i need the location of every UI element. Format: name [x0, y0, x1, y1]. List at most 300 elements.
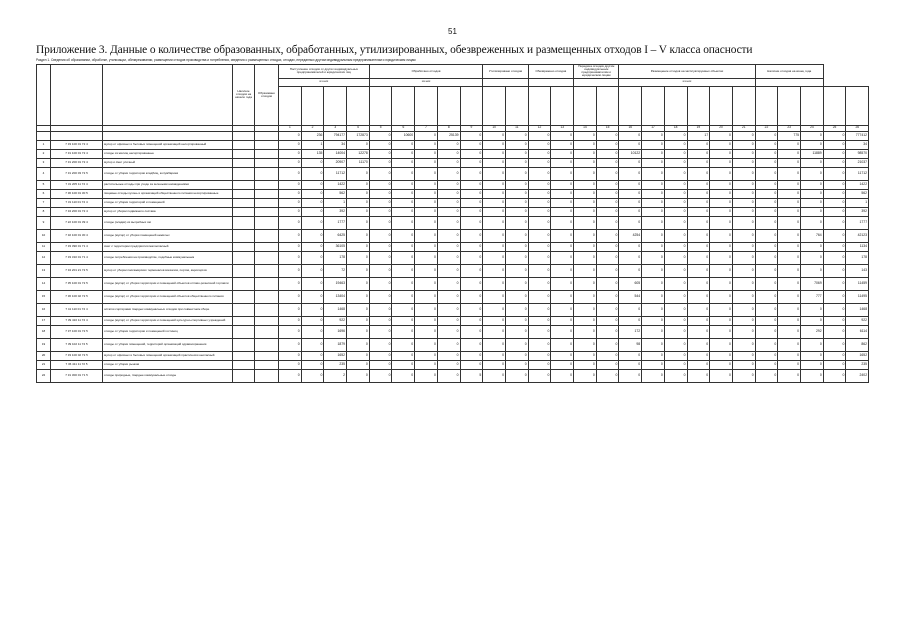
- value-cell: 0: [551, 140, 574, 149]
- value-cell: 0: [664, 369, 687, 382]
- value-cell: 0: [551, 180, 574, 189]
- value-cell: 0: [664, 277, 687, 290]
- value-cell: 0: [437, 290, 460, 303]
- waste-name: мусор от уборки пассажирских терминалов вокзалов, портов, аэропортов: [103, 264, 233, 277]
- value-cell: 0: [778, 290, 801, 303]
- value-cell: 0: [369, 167, 392, 180]
- value-cell: 0: [369, 198, 392, 207]
- value-cell: 0: [710, 369, 733, 382]
- value-cell: 0: [619, 316, 642, 325]
- value-cell: 0: [347, 251, 370, 264]
- value-cell: 0: [369, 180, 392, 189]
- value-cell: 11170: [347, 158, 370, 167]
- value-cell: 0: [755, 369, 778, 382]
- value-cell: 0: [415, 229, 438, 242]
- value-cell: 0: [392, 242, 415, 251]
- value-cell: 0: [505, 131, 528, 140]
- value-cell: 0: [642, 229, 665, 242]
- waste-name: отходы из жилищ несортированные: [103, 149, 233, 158]
- row-number: 2: [37, 149, 51, 158]
- column-number: 10: [483, 125, 506, 131]
- value-cell: 0: [710, 325, 733, 338]
- value-cell: 0: [437, 180, 460, 189]
- value-cell: 0: [687, 325, 710, 338]
- value-cell: 0: [619, 189, 642, 198]
- value-cell: 0: [437, 351, 460, 360]
- value-cell: 0: [528, 242, 551, 251]
- value-cell: 0: [347, 264, 370, 277]
- value-cell: 0: [301, 198, 324, 207]
- value-cell: 0: [392, 149, 415, 158]
- value-cell: 0: [710, 167, 733, 180]
- header-subcolumn: [846, 86, 869, 125]
- value-cell: 0: [392, 167, 415, 180]
- value-cell: 0: [619, 180, 642, 189]
- value-cell: 0: [778, 360, 801, 369]
- value-cell: 0: [279, 303, 302, 316]
- value-cell: 0: [800, 369, 823, 382]
- value-cell: 0: [415, 198, 438, 207]
- value-cell: 0: [619, 167, 642, 180]
- value-cell: 178: [324, 251, 347, 264]
- value-cell: 0: [778, 140, 801, 149]
- value-cell: 0: [800, 316, 823, 325]
- value-cell: 0: [755, 264, 778, 277]
- value-cell: 0: [732, 189, 755, 198]
- value-cell: 0: [437, 140, 460, 149]
- value-cell: 0: [778, 316, 801, 325]
- header-subcolumn: [778, 86, 801, 125]
- value-cell: 0: [823, 158, 846, 167]
- value-cell: 0: [596, 158, 619, 167]
- value-cell: 1: [301, 140, 324, 149]
- column-number: 7: [415, 125, 438, 131]
- value-cell: 0: [687, 277, 710, 290]
- value-cell: 0: [596, 303, 619, 316]
- column-number: 20: [710, 125, 733, 131]
- value-cell: 0: [732, 338, 755, 351]
- waste-name: растительные отходы при уходе за зелеными насаждениями: [103, 180, 233, 189]
- value-cell: 0: [347, 290, 370, 303]
- empty-cell: [233, 325, 255, 338]
- value-cell: 0: [551, 131, 574, 140]
- value-cell: 0: [642, 290, 665, 303]
- column-number: 23: [778, 125, 801, 131]
- value-cell: 0: [279, 316, 302, 325]
- waste-name: отходы (мусор) от уборки территории и помещений объектов оптово-розничной торговли: [103, 277, 233, 290]
- value-cell: 0: [505, 290, 528, 303]
- value-cell: 0: [483, 229, 506, 242]
- value-cell: 0: [800, 360, 823, 369]
- value-cell: 0: [778, 351, 801, 360]
- value-cell: 0: [505, 277, 528, 290]
- empty-cell: [233, 158, 255, 167]
- value-cell: 0: [347, 198, 370, 207]
- value-cell: 0: [823, 242, 846, 251]
- empty-cell: [255, 229, 279, 242]
- value-cell: 0: [483, 338, 506, 351]
- value-cell: 0: [301, 264, 324, 277]
- value-cell: 0: [347, 140, 370, 149]
- value-cell: 0: [279, 369, 302, 382]
- header-cell-transferred: Передача отходов другим индивидуальным предпринимателям и юридическим лицам: [574, 65, 619, 79]
- value-cell: 0: [687, 251, 710, 264]
- header-subcolumn: [551, 86, 574, 125]
- value-cell: 0: [415, 325, 438, 338]
- waste-code: 7 33 310 01 71 4: [51, 251, 103, 264]
- row-number: 16: [37, 303, 51, 316]
- value-cell: 0: [415, 277, 438, 290]
- value-cell: 0: [664, 351, 687, 360]
- value-cell: 0: [347, 303, 370, 316]
- value-cell: 0: [301, 242, 324, 251]
- value-cell: 0: [800, 180, 823, 189]
- column-number: 25: [823, 125, 846, 131]
- value-cell: 0: [528, 303, 551, 316]
- value-cell: 0: [755, 316, 778, 325]
- value-cell: 0: [664, 180, 687, 189]
- header-subcolumn: [301, 86, 324, 125]
- value-cell: 0: [347, 180, 370, 189]
- header-subcolumn: [642, 86, 665, 125]
- value-cell: 0: [347, 277, 370, 290]
- value-cell: 0: [664, 316, 687, 325]
- value-cell: 0: [687, 351, 710, 360]
- value-cell: 0: [460, 229, 483, 242]
- value-cell: 0: [279, 264, 302, 277]
- empty-cell: [233, 229, 255, 242]
- value-cell: 0: [642, 251, 665, 264]
- value-cell: 0: [664, 290, 687, 303]
- value-cell: 0: [596, 198, 619, 207]
- value-cell: 1696: [324, 325, 347, 338]
- value-cell: 0: [732, 167, 755, 180]
- header-subcolumn: [437, 86, 460, 125]
- empty-cell: [255, 158, 279, 167]
- value-cell: 0: [551, 316, 574, 325]
- value-cell: 0: [369, 140, 392, 149]
- value-cell: 0: [369, 360, 392, 369]
- value-cell: 0: [437, 338, 460, 351]
- table-row: [37, 242, 869, 251]
- value-cell: 0: [505, 158, 528, 167]
- value-cell: 0: [551, 207, 574, 216]
- value-cell: 0: [778, 242, 801, 251]
- header-subcolumn: [687, 86, 710, 125]
- value-cell: 1468: [846, 303, 869, 316]
- value-cell: 0: [800, 198, 823, 207]
- value-cell: 0: [528, 325, 551, 338]
- header-subcolumn: [347, 86, 370, 125]
- value-cell: 0: [710, 131, 733, 140]
- value-cell: 0: [664, 198, 687, 207]
- waste-code: 7 36 411 11 72 5: [51, 360, 103, 369]
- value-cell: 0: [823, 251, 846, 264]
- value-cell: 0: [642, 216, 665, 229]
- value-cell: 0: [279, 180, 302, 189]
- empty-cell: [233, 242, 255, 251]
- value-cell: 17: [687, 131, 710, 140]
- waste-code: 7 34 201 21 72 5: [51, 264, 103, 277]
- value-cell: 0: [642, 351, 665, 360]
- value-cell: 0: [687, 290, 710, 303]
- value-cell: 0: [279, 207, 302, 216]
- value-cell: 0: [755, 360, 778, 369]
- value-cell: 0: [505, 351, 528, 360]
- waste-code: 7 33 390 01 71 4: [51, 242, 103, 251]
- waste-code: 7 36 100 01 30 5: [51, 189, 103, 198]
- value-cell: 0: [437, 369, 460, 382]
- value-cell: 0: [301, 338, 324, 351]
- value-cell: 0: [551, 158, 574, 167]
- waste-code: 7 41 110 01 72 4: [51, 303, 103, 316]
- value-cell: 0: [642, 131, 665, 140]
- value-cell: 0: [574, 277, 597, 290]
- value-cell: 0: [505, 216, 528, 229]
- value-cell: 0: [800, 207, 823, 216]
- column-number: 6: [392, 125, 415, 131]
- value-cell: 0: [823, 229, 846, 242]
- waste-table: [36, 64, 869, 383]
- value-cell: 0: [279, 338, 302, 351]
- value-cell: 0: [528, 264, 551, 277]
- value-cell: 0: [437, 229, 460, 242]
- value-cell: 0: [483, 303, 506, 316]
- value-cell: 0: [415, 207, 438, 216]
- row-number: 12: [37, 251, 51, 264]
- value-cell: 10600: [392, 131, 415, 140]
- value-cell: 0: [460, 325, 483, 338]
- header-subcell: [574, 78, 619, 86]
- value-cell: 0: [710, 316, 733, 325]
- waste-name: отходы (мусор) от уборки территории и помещений культурно-спортивных учреждений: [103, 316, 233, 325]
- empty-cell: [233, 189, 255, 198]
- value-cell: 0: [778, 198, 801, 207]
- value-cell: 0: [392, 207, 415, 216]
- value-cell: 0: [483, 149, 506, 158]
- value-cell: 0: [574, 303, 597, 316]
- empty-cell: [255, 325, 279, 338]
- value-cell: 0: [483, 131, 506, 140]
- value-cell: 0: [732, 251, 755, 264]
- waste-code: 7 31 205 11 72 4: [51, 180, 103, 189]
- value-cell: 0: [347, 338, 370, 351]
- value-cell: 0: [732, 207, 755, 216]
- value-cell: 0: [642, 338, 665, 351]
- value-cell: 0: [664, 158, 687, 167]
- value-cell: 0: [596, 360, 619, 369]
- table-row: [37, 360, 869, 369]
- table-row: [37, 351, 869, 360]
- waste-code: 7 39 102 11 72 5: [51, 338, 103, 351]
- waste-name: [103, 131, 233, 140]
- value-cell: 0: [732, 360, 755, 369]
- table-row: [37, 207, 869, 216]
- value-cell: 0: [437, 207, 460, 216]
- waste-code: 7 35 100 01 72 5: [51, 277, 103, 290]
- value-cell: 0: [415, 167, 438, 180]
- waste-name: отходы природные, твердые коммунальные отходы: [103, 369, 233, 382]
- value-cell: 0: [415, 242, 438, 251]
- value-cell: 0: [528, 351, 551, 360]
- value-cell: 0: [596, 290, 619, 303]
- value-cell: 0: [800, 189, 823, 198]
- value-cell: 0: [710, 158, 733, 167]
- value-cell: 0: [574, 149, 597, 158]
- table-row: [37, 131, 869, 140]
- value-cell: 0: [460, 149, 483, 158]
- empty-cell: [255, 242, 279, 251]
- value-cell: 0: [778, 325, 801, 338]
- value-cell: 0: [823, 140, 846, 149]
- header-cell-closing-balance: Наличие отходов на конец года: [755, 65, 823, 79]
- value-cell: 0: [347, 216, 370, 229]
- value-cell: 0: [778, 158, 801, 167]
- value-cell: 0: [551, 338, 574, 351]
- value-cell: 0: [437, 198, 460, 207]
- empty-cell: [255, 131, 279, 140]
- value-cell: 0: [551, 198, 574, 207]
- value-cell: 11712: [846, 167, 869, 180]
- value-cell: 0: [574, 140, 597, 149]
- empty-cell: [255, 180, 279, 189]
- value-cell: 0: [710, 216, 733, 229]
- value-cell: 0: [483, 316, 506, 325]
- waste-code: 7 36 100 02 72 5: [51, 290, 103, 303]
- value-cell: 0: [642, 325, 665, 338]
- value-cell: 0: [596, 369, 619, 382]
- value-cell: 0: [732, 277, 755, 290]
- value-cell: 0: [369, 277, 392, 290]
- value-cell: 0: [369, 158, 392, 167]
- value-cell: 0: [755, 338, 778, 351]
- value-cell: 0: [415, 351, 438, 360]
- header-subcolumn: [415, 86, 438, 125]
- table-row: [37, 325, 869, 338]
- value-cell: 0: [483, 369, 506, 382]
- value-cell: 0: [710, 360, 733, 369]
- value-cell: 0: [505, 251, 528, 264]
- value-cell: 0: [528, 290, 551, 303]
- value-cell: 0: [460, 303, 483, 316]
- empty-cell: [233, 338, 255, 351]
- value-cell: 0: [732, 303, 755, 316]
- value-cell: 0: [528, 140, 551, 149]
- waste-name: отходы от уборки рынков: [103, 360, 233, 369]
- value-cell: 0: [460, 338, 483, 351]
- value-cell: 0: [619, 264, 642, 277]
- value-cell: 0: [800, 140, 823, 149]
- value-cell: 0: [664, 360, 687, 369]
- value-cell: 0: [596, 140, 619, 149]
- value-cell: 392: [324, 207, 347, 216]
- value-cell: 0: [505, 140, 528, 149]
- value-cell: 0: [528, 338, 551, 351]
- value-cell: 0: [664, 229, 687, 242]
- header-cell: [103, 65, 233, 126]
- value-cell: 0: [528, 316, 551, 325]
- value-cell: 0: [823, 360, 846, 369]
- value-cell: 922: [846, 316, 869, 325]
- value-cell: 0: [596, 242, 619, 251]
- value-cell: 0: [460, 360, 483, 369]
- value-cell: 0: [687, 189, 710, 198]
- value-cell: 0: [574, 167, 597, 180]
- value-cell: 0: [460, 290, 483, 303]
- value-cell: 0: [823, 351, 846, 360]
- header-cell-utilized: Утилизировано отходов: [483, 65, 528, 79]
- value-cell: 0: [392, 369, 415, 382]
- column-number: 11: [505, 125, 528, 131]
- value-cell: 0: [301, 167, 324, 180]
- value-cell: 0: [460, 158, 483, 167]
- table-row: [37, 189, 869, 198]
- value-cell: 544: [619, 290, 642, 303]
- value-cell: 0: [415, 216, 438, 229]
- value-cell: 0: [732, 351, 755, 360]
- value-cell: 0: [778, 251, 801, 264]
- header-row-1: [37, 65, 869, 79]
- waste-name: мусор и смет уличный: [103, 158, 233, 167]
- value-cell: 0: [528, 131, 551, 140]
- header-subcolumn: [619, 86, 642, 125]
- column-number: 18: [664, 125, 687, 131]
- value-cell: 0: [369, 216, 392, 229]
- value-cell: 0: [483, 360, 506, 369]
- waste-name: мусор от офисных и бытовых помещений организаций несортированный: [103, 140, 233, 149]
- empty-cell: [255, 198, 279, 207]
- value-cell: 0: [483, 277, 506, 290]
- value-cell: 0: [800, 216, 823, 229]
- value-cell: 0: [460, 189, 483, 198]
- header-cell: [37, 65, 51, 126]
- waste-code: 7 33 100 02 72 5: [51, 351, 103, 360]
- value-cell: 0: [755, 198, 778, 207]
- value-cell: 0: [505, 369, 528, 382]
- value-cell: 0: [596, 149, 619, 158]
- value-cell: 0: [301, 216, 324, 229]
- value-cell: 0: [301, 303, 324, 316]
- value-cell: 0: [279, 131, 302, 140]
- empty-cell: [255, 351, 279, 360]
- waste-name: пищевые отходы кухонь и организаций общественного питания несортированные: [103, 189, 233, 198]
- value-cell: 0: [392, 277, 415, 290]
- column-number: 9: [460, 125, 483, 131]
- empty-cell: [233, 198, 255, 207]
- value-cell: 0: [778, 369, 801, 382]
- value-cell: 0: [596, 325, 619, 338]
- waste-code: 7 31 300 01 71 5: [51, 369, 103, 382]
- value-cell: 0: [823, 198, 846, 207]
- value-cell: 0: [596, 180, 619, 189]
- value-cell: 0: [619, 158, 642, 167]
- value-cell: 235: [846, 360, 869, 369]
- value-cell: 0: [710, 303, 733, 316]
- value-cell: 0: [755, 216, 778, 229]
- empty-cell: [255, 251, 279, 264]
- value-cell: 0: [574, 131, 597, 140]
- value-cell: 922: [324, 316, 347, 325]
- value-cell: 0: [778, 207, 801, 216]
- value-cell: 0: [619, 140, 642, 149]
- value-cell: 0: [528, 216, 551, 229]
- value-cell: 0: [369, 325, 392, 338]
- value-cell: 0: [301, 207, 324, 216]
- empty-cell: [233, 369, 255, 382]
- waste-code: 7 32 100 01 30 4: [51, 229, 103, 242]
- value-cell: 0: [642, 316, 665, 325]
- value-cell: 777412: [846, 131, 869, 140]
